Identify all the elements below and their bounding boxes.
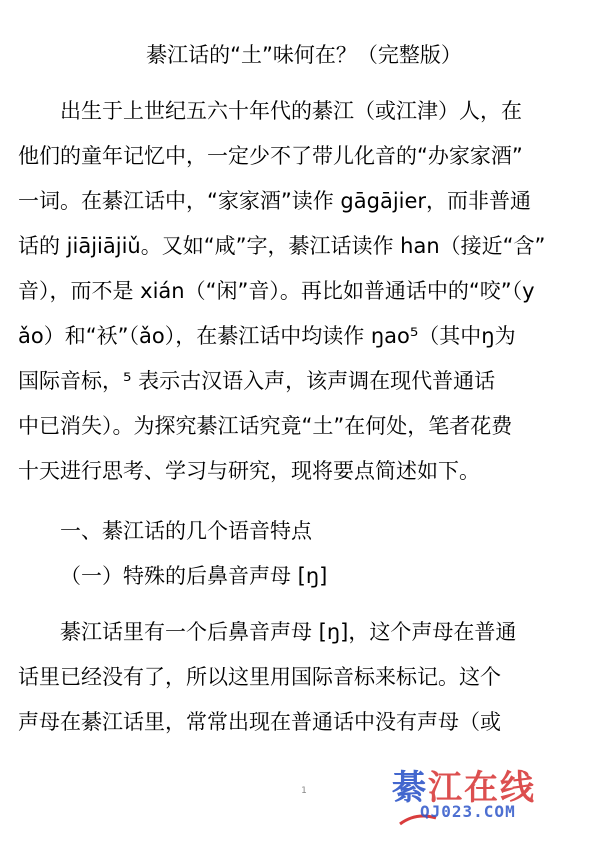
watermark-logo-first: 綦 (392, 768, 428, 808)
paragraph-line: 音），而不是 xián（“闲”音）。再比如普通话中的“咬”（y (18, 279, 535, 303)
paragraph-line: 出生于上世纪五六十年代的綦江（或江津）人，在 (60, 99, 522, 123)
paragraph-line: 綦江话里有一个后鼻音声母 [ŋ]，这个声母在普通 (60, 620, 517, 644)
paragraph-line: ǎo）和“袄”（ǎo），在綦江话中均读作 ŋao⁵（其中ŋ为 (18, 324, 516, 348)
watermark-logo-rest: 江在线 (428, 768, 536, 808)
paragraph-line: 他们的童年记忆中，一定少不了带儿化音的“办家家酒” (18, 144, 523, 168)
paragraph-line: 十天进行思考、学习与研究，现将要点简述如下。 (18, 459, 480, 483)
paragraph-line: 话的 jiājiājiǔ。又如“咸”字，綦江话读作 han（接近“含” (18, 234, 546, 258)
paragraph-line: 中已消失）。为探究綦江话究竟“土”在何处，笔者花费 (18, 414, 513, 438)
document-title: 綦江话的“土”味何在？（完整版） (146, 43, 462, 67)
subsection-heading: （一）特殊的后鼻音声母 [ŋ] (60, 564, 328, 588)
site-watermark (392, 760, 602, 830)
paragraph-line: 声母在綦江话里，常常出现在普通话中没有声母（或 (18, 710, 501, 734)
paragraph-line: 国际音标，⁵ 表示古汉语入声，该声调在现代普通话 (18, 369, 496, 393)
watermark-url: QJ023.COM (420, 802, 516, 821)
paragraph-line: 话里已经没有了，所以这里用国际音标来标记。这个 (18, 665, 501, 689)
paragraph-line: 一词。在綦江话中，“家家酒”读作 gāgājier，而非普通 (18, 189, 532, 213)
section-heading: 一、綦江话的几个语音特点 (60, 519, 312, 543)
page-number: 1 (301, 786, 307, 796)
